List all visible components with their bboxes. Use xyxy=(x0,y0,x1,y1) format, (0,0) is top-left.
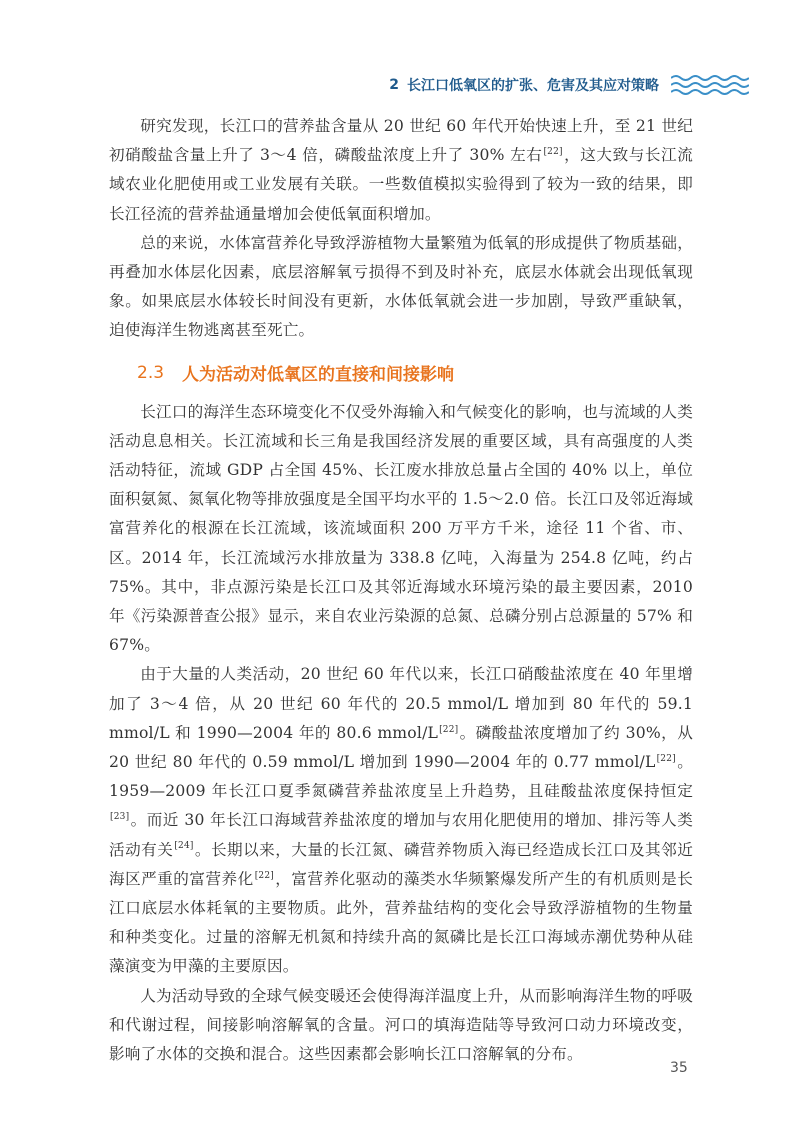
citation: [22] xyxy=(254,870,274,881)
citation: [23] xyxy=(110,812,130,823)
citation: [22] xyxy=(656,753,676,764)
section-heading xyxy=(109,354,693,392)
section-number: 2.3 xyxy=(137,362,165,383)
paragraph-3: 长江口的海洋生态环境变化不仅受外海输入和气候变化的影响，也与流域的人类活动息息相关。长江流域和长三角是我国经济发展的重要区域，具有高强度的人类活动特征，流域 GDP 占全国 45%、长江废水排放总量占全国的 40% 以上，单位面积氨氮、氮氧化物等排放强度是全国平均水平的 1.5～2.0 倍。长江口及邻近海域富营养化的根源在长江流域，该流域面积 200 万平方千米，途径 11 个省、市、区。2014 年，长江流域污水排放量为 338.8 亿吨，入海量为 254.8 亿吨，约占 75%。其中，非点源污染是长江口及其邻近海域水环境污染的最主要因素，2010 年《污染源普查公报》显示，来自农业污染源的总氮、总磷分别占总源量的 57% 和 67%。 xyxy=(109,402,693,655)
citation: [22] xyxy=(439,724,459,735)
body-text xyxy=(109,112,693,1069)
paragraph-2: 总的来说，水体富营养化导致浮游植物大量繁殖为低氧的形成提供了物质基础，再叠加水体层化因素，底层溶解氧亏损得不到及时补充，底层水体就会出现低氧现象。如果底层水体较长时间没有更新，水体低氧就会进一步加剧，导致严重缺氧，迫使海洋生物逃离甚至死亡。 xyxy=(109,233,693,340)
wave-pattern-icon xyxy=(671,73,749,97)
page-number: 35 xyxy=(670,1060,688,1076)
citation: [22] xyxy=(543,147,563,158)
paragraph-1: 研究发现，长江口的营养盐含量从 20 世纪 60 年代开始快速上升，至 21 世纪初硝酸盐含量上升了 3～4 倍，磷酸盐浓度上升了 30% 左右[22]，这大致与长江流域农业化肥使用或工业发展有关联。一些数值模拟实验得到了较为一致的结果，即长江径流的营养盐通量增加会使低氧面积增加。 xyxy=(109,117,694,223)
section-title: 人为活动对低氧区的直接和间接影响 xyxy=(182,365,455,386)
chapter-title: 长江口低氧区的扩张、危害及其应对策略 xyxy=(407,78,659,94)
paragraph-4: 由于大量的人类活动，20 世纪 60 年代以来，长江口硝酸盐浓度在 40 年里增加了 3～4 倍，从 20 世纪 60 年代的 20.5 mmol/L 增加到 80 年代的 59.1 mmol/L 和 1990—2004 年的 80.6 mmol/L[22]。磷酸盐浓度增加了约 30%，从 20 世纪 80 年代的 0.59 mmol/L 增加到 1990—2004 年的 0.77 mmol/L[22]。1959—2009 年长江口夏季氮磷营养盐浓度呈上升趋势，且硅酸盐浓度保持恒定[23]。而近 30 年长江口海域营养盐浓度的增加与农用化肥使用的增加、排污等人类活动有关[24]。长期以来，大量的长江氮、磷营养物质入海已经造成长江口及其邻近海区严重的富营养化[22]，富营养化驱动的藻类水华频繁爆发所产生的有机质则是长江口底层水体耗氧的主要物质。此外，营养盐结构的变化会导致浮游植物的生物量和种类变化。过量的溶解无机氮和持续升高的氮磷比是长江口海域赤潮优势种从硅藻演变为甲藻的主要原因。 xyxy=(109,665,693,976)
paragraph-5: 人为活动导致的全球气候变暖还会使得海洋温度上升，从而影响海洋生物的呼吸和代谢过程，间接影响溶解氧的含量。河口的填海造陆等导致河口动力环境改变，影响了水体的交换和混合。这些因素都会影响长江口溶解氧的分布。 xyxy=(109,986,693,1064)
citation: [24] xyxy=(174,841,194,852)
chapter-number: 2 xyxy=(389,77,399,93)
running-header xyxy=(389,70,749,100)
